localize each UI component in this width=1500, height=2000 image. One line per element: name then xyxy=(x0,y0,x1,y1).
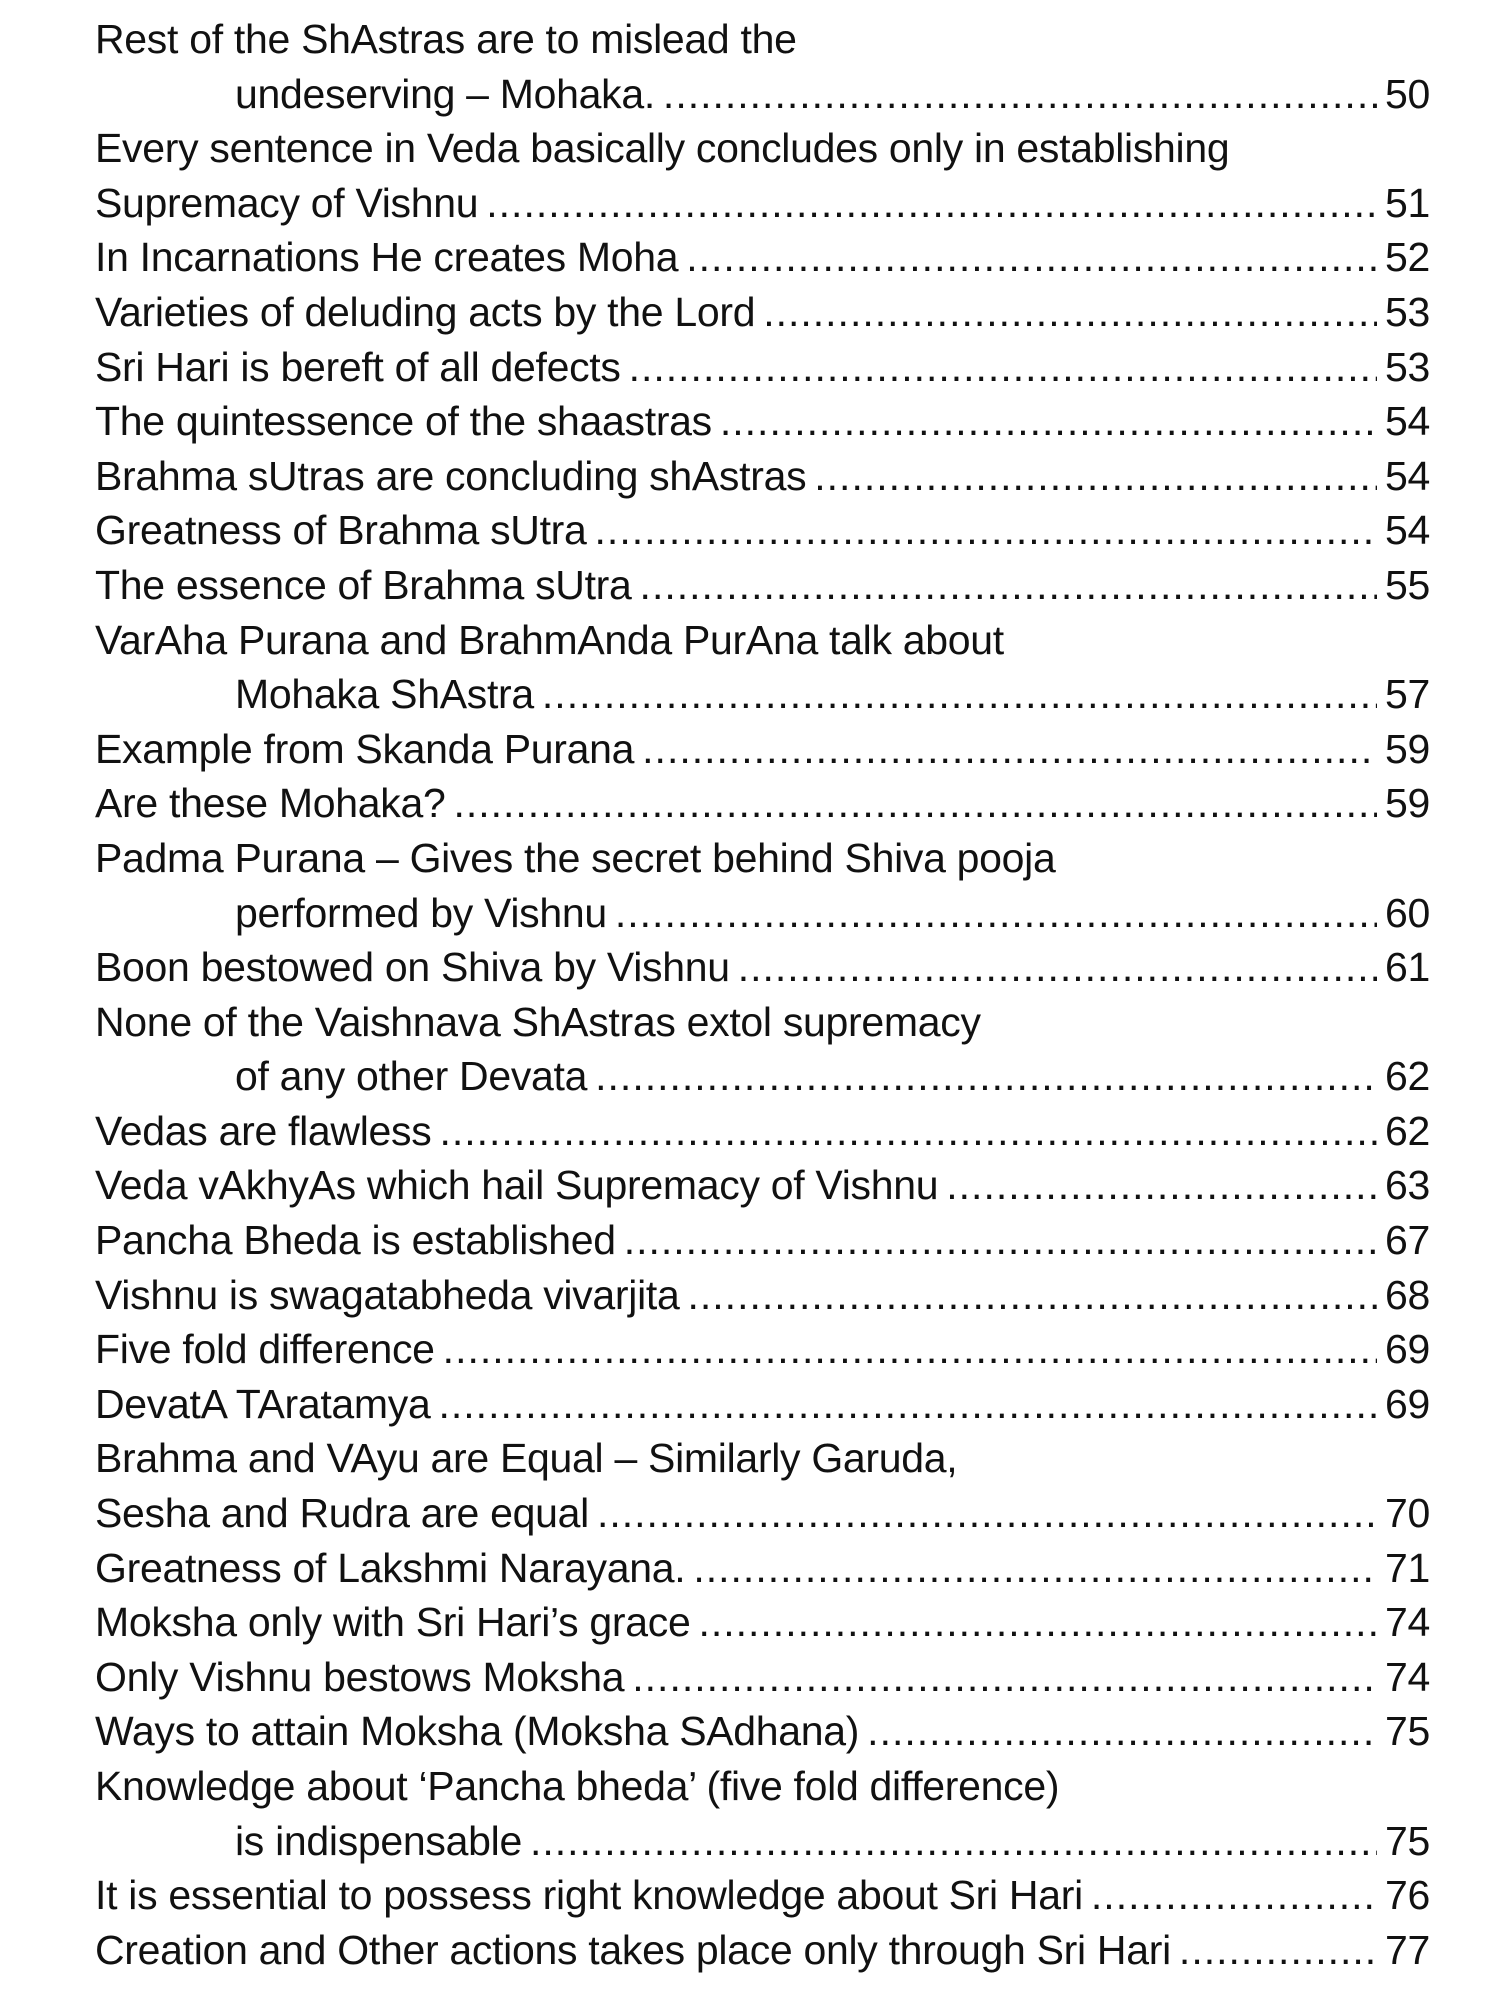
toc-page-number: 77 xyxy=(1384,1926,1430,1973)
dot-leader xyxy=(720,394,1377,449)
toc-entry xyxy=(95,340,1430,395)
toc-entry xyxy=(95,1541,1430,1596)
toc-entry xyxy=(95,1377,1430,1432)
toc-entry-line xyxy=(95,121,1430,176)
toc-entry-title: Rest of the ShAstras are to mislead the xyxy=(95,16,797,62)
toc-page-number: 60 xyxy=(1384,889,1430,936)
toc-entry xyxy=(95,1595,1430,1650)
toc-entry-title: Greatness of Brahma sUtra xyxy=(95,507,587,554)
toc-entry-line xyxy=(95,831,1430,886)
toc-entry-title: Five fold difference xyxy=(95,1326,435,1373)
toc-entry xyxy=(95,776,1430,831)
toc-entry-title: Creation and Other actions takes place only through Sri Hari xyxy=(95,1926,1171,1973)
dot-leader xyxy=(530,1814,1377,1869)
toc-page-number: 70 xyxy=(1384,1490,1430,1537)
toc-entry-title: Padma Purana – Gives the secret behind Shiva pooja xyxy=(95,834,1056,881)
dot-leader xyxy=(1179,1923,1377,1978)
toc-page-number: 59 xyxy=(1384,780,1430,827)
toc-entry-title: Brahma sUtras are concluding shAstras xyxy=(95,452,807,499)
toc-entry xyxy=(95,1268,1430,1323)
toc-page-number: 54 xyxy=(1384,398,1430,445)
toc-entry-title: Varieties of deluding acts by the Lord xyxy=(95,288,756,335)
toc-page-number: 52 xyxy=(1384,234,1430,281)
toc-page-number: 63 xyxy=(1384,1162,1430,1209)
toc-entry xyxy=(95,940,1430,995)
toc-entry-title: Vedas are flawless xyxy=(95,1107,432,1154)
toc-page-number: 62 xyxy=(1384,1053,1430,1100)
toc-page-number: 74 xyxy=(1384,1653,1430,1700)
toc-entry-title: Only Vishnu bestows Moksha xyxy=(95,1653,625,1700)
toc-entry xyxy=(95,1104,1430,1159)
toc-entry xyxy=(95,722,1430,777)
toc-entry-title: Every sentence in Veda basically concludes only in establishing xyxy=(95,125,1230,172)
toc-entry-title: Sri Hari is bereft of all defects xyxy=(95,343,621,390)
toc-entry xyxy=(95,67,1430,122)
toc-entry-title: None of the Vaishnava ShAstras extol supremacy xyxy=(95,998,981,1045)
toc-page-number: 71 xyxy=(1384,1544,1430,1591)
dot-leader xyxy=(763,285,1377,340)
dot-leader xyxy=(698,1595,1377,1650)
toc-entry-title: Ways to attain Moksha (Moksha SAdhana) xyxy=(95,1708,860,1755)
toc-entry-title: Supremacy of Vishnu xyxy=(95,179,479,226)
dot-leader xyxy=(632,1650,1377,1705)
toc-entry xyxy=(95,1049,1430,1104)
toc-entry-title: DevatA TAratamya xyxy=(95,1380,431,1427)
toc-entry xyxy=(95,285,1430,340)
toc-page-number: 50 xyxy=(1384,70,1430,117)
dot-leader xyxy=(624,1213,1377,1268)
dot-leader xyxy=(946,1158,1377,1213)
toc-entry-title: Moksha only with Sri Hari’s grace xyxy=(95,1599,691,1646)
toc-page-number: 75 xyxy=(1384,1708,1430,1755)
toc-page-number: 53 xyxy=(1384,288,1430,335)
toc-entry xyxy=(95,1158,1430,1213)
toc-entry-title: performed by Vishnu xyxy=(235,889,607,936)
dot-leader xyxy=(693,1541,1377,1596)
toc-page-number: 54 xyxy=(1384,507,1430,554)
dot-leader xyxy=(629,340,1377,395)
dot-leader xyxy=(615,886,1377,941)
toc-entry-line xyxy=(95,12,1430,67)
toc-entry xyxy=(95,1650,1430,1705)
toc-entry-title: VarAha Purana and BrahmAnda PurAna talk about xyxy=(95,616,1004,663)
toc-entry-title: Vishnu is swagatabheda vivarjita xyxy=(95,1271,680,1318)
dot-leader xyxy=(595,503,1377,558)
toc-entry-line xyxy=(95,1431,1430,1486)
toc-entry xyxy=(95,230,1430,285)
toc-page-number: 69 xyxy=(1384,1326,1430,1373)
toc-entry-title: Example from Skanda Purana xyxy=(95,725,635,772)
toc-page-number: 67 xyxy=(1384,1217,1430,1264)
dot-leader xyxy=(439,1377,1378,1432)
toc-page-number: 55 xyxy=(1384,561,1430,608)
toc-entry xyxy=(95,176,1430,231)
dot-leader xyxy=(542,667,1377,722)
toc-entry-title: Are these Mohaka? xyxy=(95,780,446,827)
toc-entry-title: Sesha and Rudra are equal xyxy=(95,1490,589,1537)
dot-leader xyxy=(642,722,1377,777)
toc-entry xyxy=(95,1814,1430,1869)
toc-entry xyxy=(95,1868,1430,1923)
toc-entry xyxy=(95,886,1430,941)
dot-leader xyxy=(688,1268,1378,1323)
toc-entry-title: The quintessence of the shaastras xyxy=(95,398,712,445)
toc-page-number: 74 xyxy=(1384,1599,1430,1646)
dot-leader xyxy=(597,1486,1377,1541)
toc-entry xyxy=(95,558,1430,613)
dot-leader xyxy=(595,1049,1377,1104)
toc-entry xyxy=(95,449,1430,504)
toc-entry-title: of any other Devata xyxy=(235,1053,588,1100)
toc-page-number: 62 xyxy=(1384,1107,1430,1154)
toc-page-number: 69 xyxy=(1384,1380,1430,1427)
toc-entry xyxy=(95,394,1430,449)
toc-page-number: 76 xyxy=(1384,1872,1430,1919)
toc-entry xyxy=(95,1923,1430,1978)
dot-leader xyxy=(640,558,1377,613)
toc-page-number: 59 xyxy=(1384,725,1430,772)
toc-entry-title: undeserving – Mohaka. xyxy=(235,70,655,117)
toc-page-number: 54 xyxy=(1384,452,1430,499)
toc-entry-line xyxy=(95,613,1430,668)
dot-leader xyxy=(1091,1868,1377,1923)
toc-entry xyxy=(95,503,1430,558)
toc-entry xyxy=(95,1704,1430,1759)
table-of-contents xyxy=(95,12,1430,1977)
toc-entry xyxy=(95,1322,1430,1377)
toc-entry-title: Greatness of Lakshmi Narayana. xyxy=(95,1544,686,1591)
dot-leader xyxy=(486,176,1377,231)
toc-entry-title: Mohaka ShAstra xyxy=(235,671,534,718)
toc-entry-title: Boon bestowed on Shiva by Vishnu xyxy=(95,944,730,991)
toc-entry-line xyxy=(95,1759,1430,1814)
dot-leader xyxy=(686,230,1377,285)
dot-leader xyxy=(439,1104,1377,1159)
dot-leader xyxy=(867,1704,1377,1759)
toc-entry-line xyxy=(95,995,1430,1050)
toc-entry xyxy=(95,1486,1430,1541)
dot-leader xyxy=(663,67,1377,122)
toc-entry-title: Veda vAkhyAs which hail Supremacy of Vishnu xyxy=(95,1162,939,1209)
toc-entry xyxy=(95,667,1430,722)
dot-leader xyxy=(443,1322,1377,1377)
toc-page-number: 75 xyxy=(1384,1817,1430,1864)
toc-page-number: 57 xyxy=(1384,671,1430,718)
toc-page-number: 51 xyxy=(1384,179,1430,226)
toc-entry-title: It is essential to possess right knowledge about Sri Hari xyxy=(95,1872,1083,1919)
toc-entry-title: Knowledge about ‘Pancha bheda’ (five fold difference) xyxy=(95,1763,1060,1809)
toc-entry xyxy=(95,1213,1430,1268)
toc-entry-title: In Incarnations He creates Moha xyxy=(95,234,679,281)
toc-page-number: 68 xyxy=(1384,1271,1430,1318)
toc-entry-title: Brahma and VAyu are Equal – Similarly Garuda, xyxy=(95,1435,958,1482)
toc-page-number: 61 xyxy=(1384,944,1430,991)
dot-leader xyxy=(738,940,1377,995)
dot-leader xyxy=(814,449,1377,504)
dot-leader xyxy=(453,776,1377,831)
toc-entry-title: Pancha Bheda is established xyxy=(95,1217,616,1264)
toc-entry-title: is indispensable xyxy=(235,1817,522,1864)
toc-entry-title: The essence of Brahma sUtra xyxy=(95,561,632,608)
toc-page-number: 53 xyxy=(1384,343,1430,390)
